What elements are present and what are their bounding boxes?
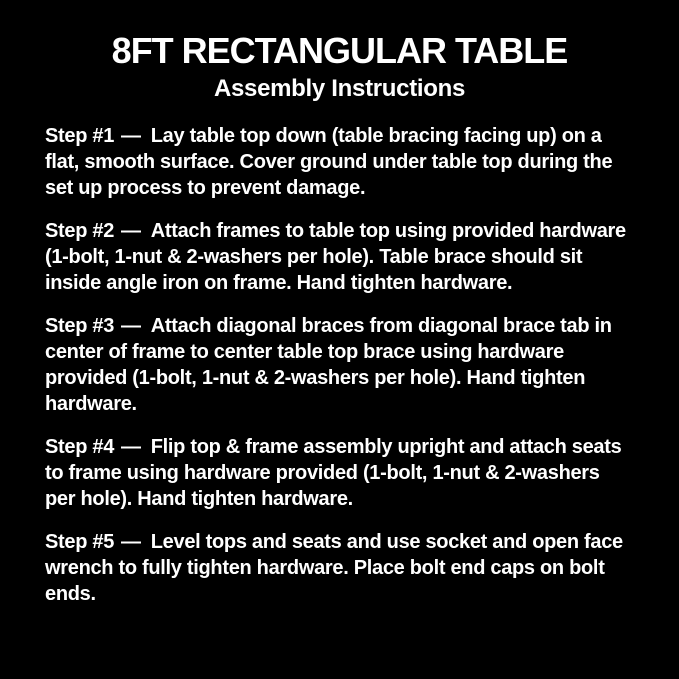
- step-2-label: Step #2: [45, 220, 115, 243]
- step-4-dash: —: [121, 436, 141, 459]
- step-3-label: Step #3: [45, 315, 115, 338]
- step-2-text: Attach frames to table top using provided hardware (1-bolt, 1-nut & 2-washers per hole). Table brace should sit inside angle iron on frame. Hand tighten hardware.: [45, 220, 626, 295]
- step-5-dash: —: [121, 531, 141, 554]
- step-3-dash: —: [121, 315, 141, 338]
- page-subtitle: Assembly Instructions: [213, 75, 466, 103]
- page-title: 8FT RECTANGULAR TABLE: [111, 30, 568, 71]
- step-2-dash: —: [121, 220, 141, 243]
- step-1-label: Step #1: [45, 125, 115, 148]
- step-5-text: Level tops and seats and use socket and open face wrench to fully tighten hardware. Place bolt end caps on bolt ends.: [45, 531, 623, 606]
- step-5-label: Step #5: [45, 531, 115, 554]
- step-4: [45, 434, 634, 512]
- steps-list: [45, 123, 634, 607]
- step-1-text: Lay table top down (table bracing facing up) on a flat, smooth surface. Cover ground under table top during the set up process to prevent damage.: [45, 125, 613, 200]
- step-2: [45, 218, 634, 296]
- step-1: [45, 123, 634, 201]
- header: [45, 30, 634, 103]
- step-3-text: Attach diagonal braces from diagonal brace tab in center of frame to center table top brace using hardware provided (1-bolt, 1-nut & 2-washers per hole). Hand tighten hardware.: [45, 315, 612, 416]
- step-5: [45, 529, 634, 607]
- step-3: [45, 313, 634, 417]
- step-4-text: Flip top & frame assembly upright and attach seats to frame using hardware provided (1-bolt, 1-nut & 2-washers per hole). Hand tighten hardware.: [45, 436, 622, 511]
- step-1-dash: —: [121, 125, 141, 148]
- step-4-label: Step #4: [45, 436, 115, 459]
